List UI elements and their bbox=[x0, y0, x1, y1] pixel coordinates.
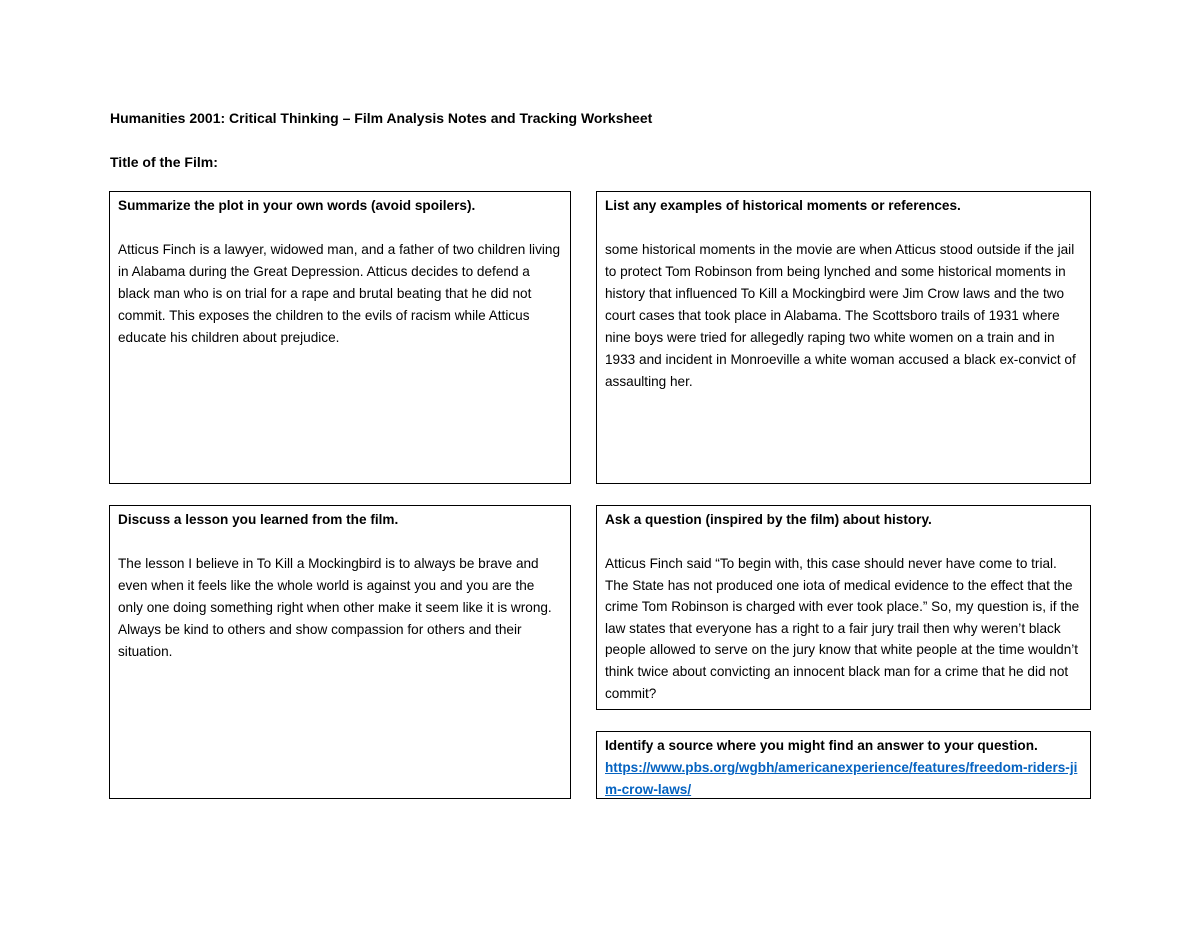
document-title: Humanities 2001: Critical Thinking – Film Analysis Notes and Tracking Worksheet bbox=[110, 110, 653, 126]
plot-summary-box bbox=[109, 191, 571, 484]
film-title-label: Title of the Film: bbox=[110, 154, 218, 170]
lesson-learned-text: The lesson I believe in To Kill a Mockingbird is to always be brave and even when it feels like the whole world is against you and you are the only one doing something right when other make it seem like it is wrong. Always be kind to others and show compassion for others and their situation. bbox=[118, 556, 552, 659]
answer-source-link[interactable]: https://www.pbs.org/wgbh/americanexperience/features/freedom-riders-jim-crow-laws/ bbox=[605, 760, 1078, 797]
historical-moments-box bbox=[596, 191, 1091, 484]
lesson-learned-box bbox=[109, 505, 571, 799]
answer-source-heading: Identify a source where you might find an answer to your question. bbox=[605, 738, 1038, 753]
history-question-heading: Ask a question (inspired by the film) about history. bbox=[605, 512, 932, 527]
historical-moments-heading: List any examples of historical moments or references. bbox=[605, 198, 961, 213]
history-question-box bbox=[596, 505, 1091, 710]
lesson-learned-heading: Discuss a lesson you learned from the film. bbox=[118, 512, 399, 527]
history-question-text: Atticus Finch said “To begin with, this case should never have come to trial. The State has not produced one iota of medical evidence to the effect that the crime Tom Robinson is charged with ever took place.” So, my question is, if the law states that everyone has a right to a fair jury trail then why weren’t black people allowed to serve on the jury know that white people at the time wouldn’t think twice about convicting an innocent black man for a crime that he did not commit? bbox=[605, 556, 1080, 701]
plot-summary-text: Atticus Finch is a lawyer, widowed man, and a father of two children living in Alabama during the Great Depression. Atticus decides to defend a black man who is on trial for a rape and brutal beating that he did not commit. This exposes the children to the evils of racism while Atticus educate his children about prejudice. bbox=[118, 242, 561, 345]
answer-source-box bbox=[596, 731, 1091, 799]
historical-moments-text: some historical moments in the movie are when Atticus stood outside if the jail to protect Tom Robinson from being lynched and some historical moments in history that influenced To Kill a Mockingbird were Jim Crow laws and the two court cases that took place in Alabama. The Scottsboro trails of 1931 where nine boys were tried for allegedly raping two white women on a train and in 1933 and incident in Monroeville a white woman accused a black ex-convict of assaulting her. bbox=[605, 242, 1076, 389]
plot-summary-heading: Summarize the plot in your own words (avoid spoilers). bbox=[118, 198, 476, 213]
